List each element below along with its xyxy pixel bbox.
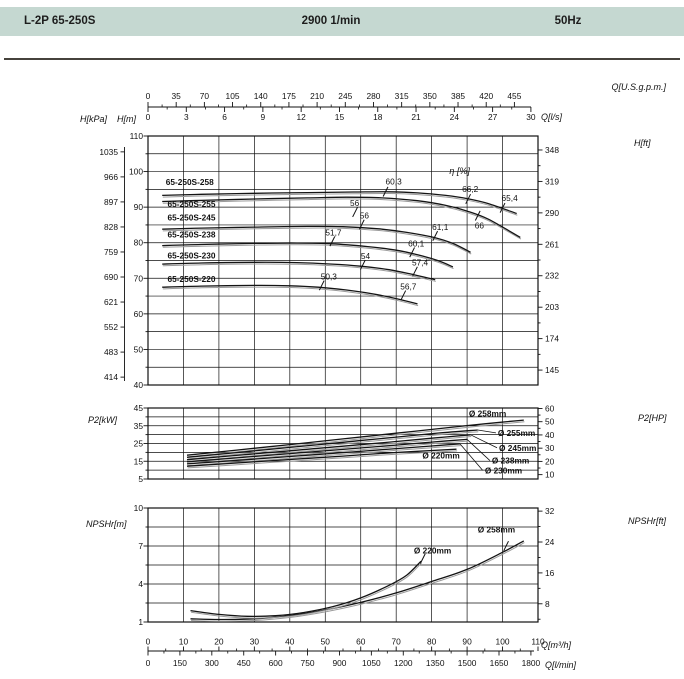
diameter-label: Ø 230mm [484,465,523,476]
p2-hp-tick-label: 50 [545,416,555,427]
label-leader-line [460,444,483,471]
top-flow-axes [146,82,667,122]
diameter-label: Ø 258mm [477,524,516,535]
pump-speed: 2900 1/min [301,15,361,27]
gpm-tick-label: 35 [171,91,181,101]
h-kpa-tick-label: 621 [104,297,118,308]
npsh-m-tick-label: 10 [133,503,143,513]
efficiency-tick [353,207,358,217]
series-label: 65-250S-255 [167,199,216,210]
h-ft-tick-label: 261 [545,239,559,250]
gpm-tick-label: 385 [451,91,466,101]
npsh-chart [86,503,667,627]
series-label: 65-250S-220 [167,274,216,285]
h-m-tick-label: 100 [129,166,143,177]
efficiency-label: 60,1 [408,238,425,249]
series-label: 65-250S-245 [167,212,216,223]
p2-hp-tick-label: 30 [545,443,555,454]
diameter-label: Ø 258mm [468,408,507,419]
lmin-tick-label: 1050 [362,658,381,668]
h-m-tick-label: 70 [133,273,143,284]
m3h-unit-label: Q[m³/h] [541,640,572,650]
gpm-tick-label: 455 [507,91,522,101]
h-kpa-tick-label: 897 [104,196,118,207]
h-m-unit-label: H[m] [117,114,136,124]
ls-tick-label: 12 [296,112,306,122]
h-kpa-tick-label: 552 [104,322,118,333]
h-ft-tick-label: 232 [545,270,559,281]
npsh-ft-tick-label: 32 [545,506,555,517]
h-ft-tick-label: 348 [545,144,559,155]
npsh-ft-unit-label: NPSHr[ft] [628,516,667,526]
efficiency-label: 56 [359,210,370,221]
lmin-tick-label: 300 [204,658,219,668]
series-label: 65-250S-238 [167,229,216,240]
h-kpa-tick-label: 759 [104,246,118,257]
h-m-tick-label: 110 [129,131,143,141]
diameter-label: Ø 255mm [497,427,536,438]
h-kpa-tick-label: 483 [104,347,118,358]
ls-tick-label: 9 [260,112,266,122]
efficiency-label: 50,3 [320,271,337,282]
gpm-unit-label: Q[U.S.g.p.m.] [611,82,666,92]
npsh-ft-tick-label: 24 [545,537,555,548]
gpm-tick-label: 0 [145,91,151,101]
npsh-curve-shadow [191,543,524,622]
series-label: 65-250S-230 [167,250,216,261]
h-ft-tick-label: 145 [545,365,559,376]
npsh-m-unit-label: NPSHr[m] [86,519,127,529]
p2-hp-unit-label: P2[HP] [638,413,667,423]
p2-kw-tick-label: 45 [133,403,143,413]
h-kpa-tick-label: 1035 [99,146,118,157]
p2-hp-tick-label: 10 [545,469,555,480]
power-chart [88,403,667,484]
npsh-curve-shadow [191,563,422,618]
gpm-tick-label: 245 [338,91,353,101]
gpm-tick-label: 315 [394,91,409,101]
h-ft-tick-label: 290 [545,207,559,218]
gpm-tick-label: 280 [366,91,381,101]
curve-258mm [191,541,524,620]
lmin-tick-label: 150 [172,658,187,668]
m3h-tick-label: 90 [462,636,472,647]
h-m-tick-label: 80 [133,237,143,248]
ls-unit-label: Q[l/s] [541,112,563,122]
p2-hp-tick-label: 40 [545,429,555,440]
ls-tick-label: 3 [183,112,189,122]
gpm-tick-label: 420 [479,91,494,101]
efficiency-label: 65,4 [501,192,518,203]
efficiency-label: 56,7 [400,281,417,292]
gpm-tick-label: 210 [310,91,325,101]
h-ft-tick-label: 319 [545,176,559,187]
lmin-tick-label: 1650 [489,658,509,668]
h-kpa-tick-label: 828 [104,221,118,232]
m3h-tick-label: 20 [214,636,224,647]
m3h-tick-label: 70 [391,636,401,647]
m3h-tick-label: 10 [178,636,189,647]
lmin-unit-label: Q[l/min] [545,660,577,670]
npsh-ft-tick-label: 8 [545,598,550,609]
h-m-tick-label: 90 [133,202,143,213]
eta-percent-label: η [%] [449,166,470,177]
p2-kw-tick-label: 15 [133,456,143,467]
efficiency-label: 60,3 [385,176,402,187]
efficiency-label: 51,7 [325,227,342,238]
diameter-label: Ø 220mm [422,450,460,461]
lmin-tick-label: 450 [236,658,251,668]
lmin-tick-label: 600 [268,658,283,668]
ls-tick-label: 27 [487,112,498,122]
h-m-tick-label: 50 [133,344,143,355]
m3h-tick-label: 50 [320,636,330,647]
pump-frequency: 50Hz [554,15,582,27]
efficiency-label: 66 [474,220,484,231]
m3h-tick-label: 30 [249,636,260,647]
gpm-tick-label: 175 [281,91,296,101]
ls-tick-label: 21 [411,112,421,122]
p2-kw-tick-label: 5 [138,474,143,484]
label-leader-line [478,430,496,433]
ls-tick-label: 6 [222,112,227,122]
h-m-tick-label: 40 [133,380,143,390]
head-chart [80,114,651,390]
efficiency-label: 57,4 [411,257,429,268]
efficiency-label: 61,1 [432,221,449,232]
p2-hp-tick-label: 20 [545,456,555,467]
p2-kw-tick-label: 35 [133,420,143,431]
ls-tick-label: 24 [449,112,459,122]
ls-tick-label: 0 [145,112,151,122]
m3h-tick-label: 110 [531,636,545,647]
efficiency-label: 56 [350,198,360,209]
h-kpa-tick-label: 690 [104,272,118,283]
h-m-tick-label: 60 [133,308,143,319]
h-ft-tick-label: 174 [545,333,559,344]
lmin-tick-label: 1350 [425,658,445,668]
npsh-m-tick-label: 7 [138,541,143,551]
p2-hp-tick-label: 60 [545,403,555,414]
p2-kw-unit-label: P2[kW] [88,415,118,425]
efficiency-label: 66,2 [462,183,479,194]
npsh-m-tick-label: 1 [138,617,143,627]
h-kpa-tick-label: 966 [104,171,118,182]
lmin-tick-label: 1800 [521,658,541,668]
lmin-tick-label: 750 [300,658,315,668]
lmin-tick-label: 0 [145,658,151,668]
lmin-tick-label: 900 [332,658,347,668]
ls-tick-label: 15 [334,112,345,122]
ls-tick-label: 30 [526,112,536,122]
lmin-tick-label: 1200 [393,658,413,668]
h-kpa-unit-label: H[kPa] [80,114,108,124]
m3h-tick-label: 80 [426,636,437,647]
npsh-ft-tick-label: 16 [545,567,555,578]
diameter-label: Ø 238mm [491,455,530,466]
h-ft-unit-label: H[ft] [634,138,651,148]
pump-model: L-2P 65-250S [24,15,96,27]
lmin-tick-label: 1500 [457,658,477,668]
series-label: 65-250S-258 [165,177,214,188]
efficiency-label: 54 [360,250,371,261]
bottom-flow-axes [146,637,577,671]
gpm-tick-label: 105 [225,91,240,101]
ls-tick-label: 18 [373,112,383,122]
diameter-label: Ø 220mm [413,545,452,556]
p2-kw-tick-label: 25 [133,438,143,449]
h-ft-tick-label: 203 [545,302,559,313]
gpm-tick-label: 350 [422,91,437,101]
m3h-tick-label: 0 [145,636,151,647]
efficiency-tick [330,236,335,246]
m3h-tick-label: 40 [285,636,295,647]
m3h-tick-label: 100 [495,636,510,647]
m3h-tick-label: 60 [356,636,366,647]
h-kpa-tick-label: 414 [104,372,118,383]
efficiency-tick [401,291,406,301]
diameter-label: Ø 245mm [499,442,537,453]
npsh-m-tick-label: 4 [138,579,143,589]
gpm-tick-label: 70 [199,91,210,101]
gpm-tick-label: 140 [253,91,268,101]
